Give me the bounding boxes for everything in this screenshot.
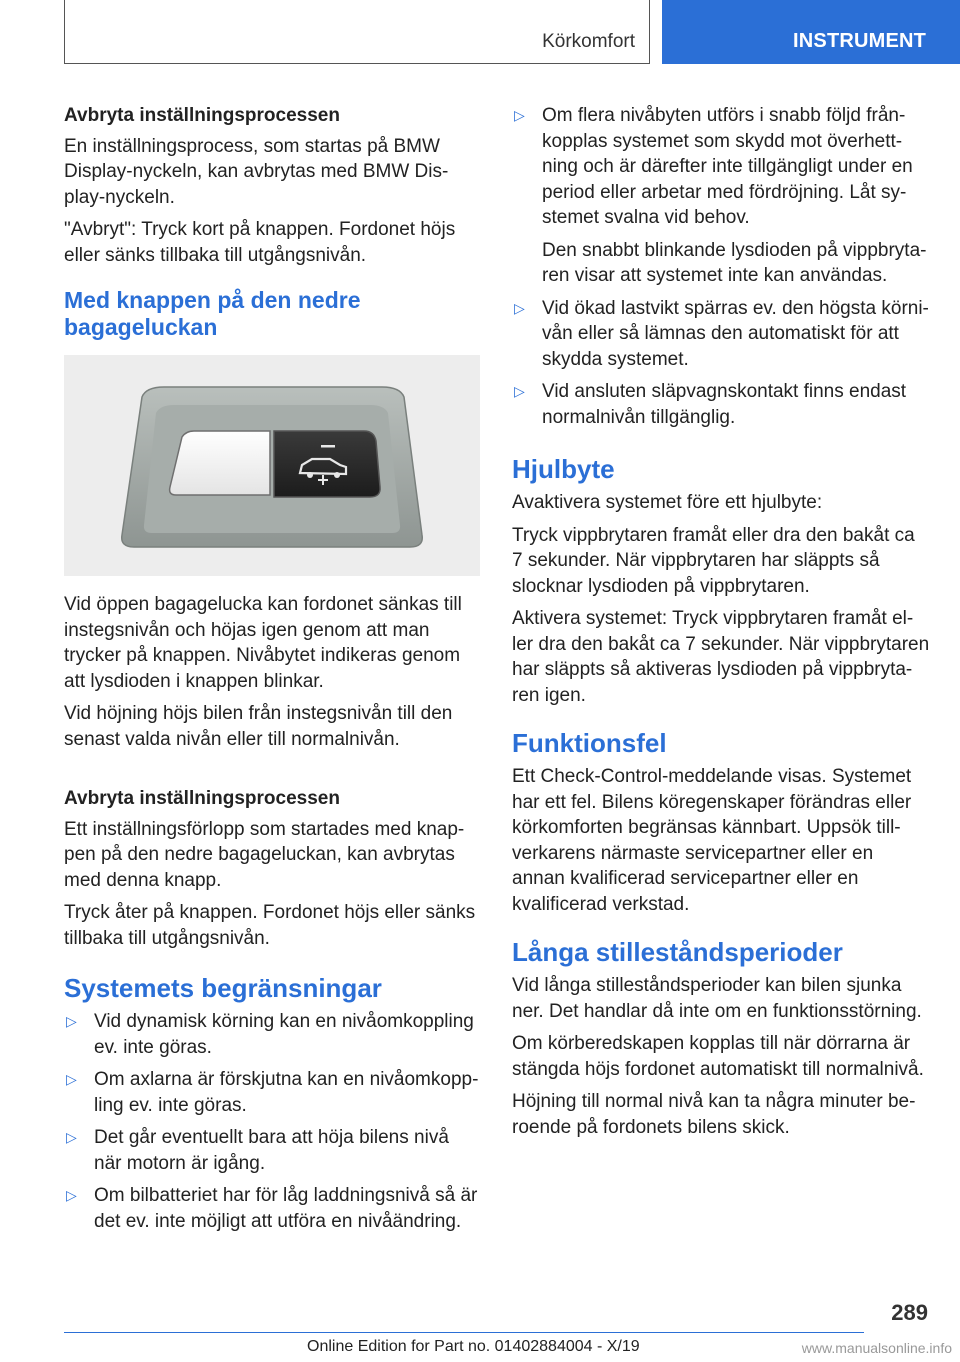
paragraph: "Avbryt": Tryck kort på knappen. Fordonet höjs eller sänks tillbaka till utgångsnivån. bbox=[64, 219, 456, 266]
list-item: ▷ Om flera nivåbyten utförs i snabb följd från-kopplas systemet som skydd mot överhett-ning och är därefter inte tillgängligt under en period eller arbetar med fördröjning. Låt sy-stemet svalna vid behov. Den snabbt blinkande lysdioden på vippbryta-ren visar att systemet inte kan användas. bbox=[512, 103, 930, 289]
paragraph: Vid långa stilleståndsperioder kan bilen sjunka ner. Det handlar då inte om en funktionsstörning. bbox=[512, 975, 922, 1022]
paragraph: Tryck vippbrytaren framåt eller dra den bakåt ca 7 sekunder. När vippbrytaren har släppts så slocknar lysdioden på vippbrytaren. bbox=[512, 524, 915, 597]
subheading-cancel-tailgate: Avbryta inställningsprocessen bbox=[64, 788, 340, 809]
bullet-triangle-icon: ▷ bbox=[66, 1129, 77, 1145]
paragraph: Vid öppen bagagelucka kan fordonet sänkas till instegsnivån och höjas igen genom att man trycker på knappen. Nivåbytet indikeras genom att lysdioden i knappen blinkar. bbox=[64, 594, 462, 692]
paragraph: Tryck åter på knappen. Fordonet höjs eller sänks tillbaka till utgångsnivån. bbox=[64, 902, 476, 949]
bullet-triangle-icon: ▷ bbox=[514, 383, 525, 399]
list-item: ▷ Om axlarna är förskjutna kan en nivåomkopp-ling ev. inte göras. bbox=[66, 1069, 479, 1116]
header-chapter-tab[interactable] bbox=[662, 0, 960, 64]
heading-long-standstill: Långa stilleståndsperioder bbox=[512, 937, 843, 967]
paragraph: Avaktivera systemet före ett hjulbyte: bbox=[512, 492, 823, 513]
footer-divider bbox=[64, 1332, 864, 1333]
list-item: ▷ Om bilbatteriet har för låg laddningsnivå så är det ev. inte möjligt att utföra en nivåändring. bbox=[66, 1185, 478, 1232]
bullet-triangle-icon: ▷ bbox=[514, 107, 525, 123]
paragraph: Ett inställningsförlopp som startades med knap-pen på den nedre bagageluckan, kan avbrytas med denna knapp. bbox=[64, 818, 465, 891]
header-section-title: Körkomfort bbox=[542, 31, 635, 52]
footer-site-watermark[interactable]: www.manualsonline.info bbox=[801, 1340, 952, 1356]
header-chapter-label: INSTRUMENT bbox=[793, 30, 927, 52]
heading-wheel-change: Hjulbyte bbox=[512, 454, 615, 484]
heading-system-limits: Systemets begränsningar bbox=[64, 973, 382, 1003]
bullet-triangle-icon: ▷ bbox=[66, 1013, 77, 1029]
bullet-triangle-icon: ▷ bbox=[66, 1187, 77, 1203]
paragraph: Om körberedskapen kopplas till när dörrarna är stängda höjs fordonet automatiskt till normalnivå. bbox=[512, 1033, 924, 1080]
heading-malfunction: Funktionsfel bbox=[512, 728, 667, 758]
heading-tailgate-button: Med knappen på den nedre bagageluckan bbox=[64, 287, 361, 340]
header-section-box bbox=[64, 0, 650, 64]
footer-edition: Online Edition for Part no. 01402884004 - X/19 bbox=[307, 1338, 640, 1355]
list-item-note: Den snabbt blinkande lysdioden på vippbryta-ren visar att systemet inte kan användas. bbox=[542, 239, 927, 286]
paragraph: Ett Check-Control-meddelande visas. Systemet har ett fel. Bilens köregenskaper förändras eller körkomforten begränsas kännbart. Uppsök till-verkarens närmaste servicepartner eller en annan kvalificerad servicepartner eller en kvalificerad verkstad. bbox=[512, 766, 912, 915]
paragraph: Höjning till normal nivå kan ta några minuter be-roende på fordonets bilens skick. bbox=[512, 1091, 916, 1138]
right-column bbox=[512, 103, 930, 1147]
tailgate-button-illustration bbox=[64, 355, 480, 576]
left-column bbox=[64, 103, 480, 1241]
list-item: ▷ Vid dynamisk körning kan en nivåomkoppling ev. inte göras. bbox=[66, 1011, 474, 1058]
paragraph: En inställningsprocess, som startas på BMW Display-nyckeln, kan avbrytas med BMW Dis-play-nyckeln. bbox=[64, 135, 449, 208]
page-number: 289 bbox=[891, 1300, 928, 1325]
list-item: ▷ Vid ökad lastvikt spärras ev. den högsta körni-vån eller så lämnas den automatiskt för att skydda systemet. bbox=[514, 297, 929, 370]
paragraph: Vid höjning höjs bilen från instegsnivån till den senast valda nivån eller till normalnivån. bbox=[64, 703, 453, 750]
bullet-triangle-icon: ▷ bbox=[66, 1071, 77, 1087]
list-item: ▷ Vid ansluten släpvagnskontakt finns endast normalnivån tillgänglig. bbox=[514, 381, 907, 428]
paragraph: Aktivera systemet: Tryck vippbrytaren framåt el-ler dra den bakåt ca 7 sekunder. När vippbrytaren har släppts så aktiveras lysdioden på vippbryta-ren igen. bbox=[512, 608, 930, 706]
bullet-triangle-icon: ▷ bbox=[514, 299, 525, 316]
list-item: ▷ Det går eventuellt bara att höja bilens nivå när motorn är igång. bbox=[66, 1127, 449, 1174]
subheading-cancel-bmw-key: Avbryta inställningsprocessen bbox=[64, 105, 340, 126]
